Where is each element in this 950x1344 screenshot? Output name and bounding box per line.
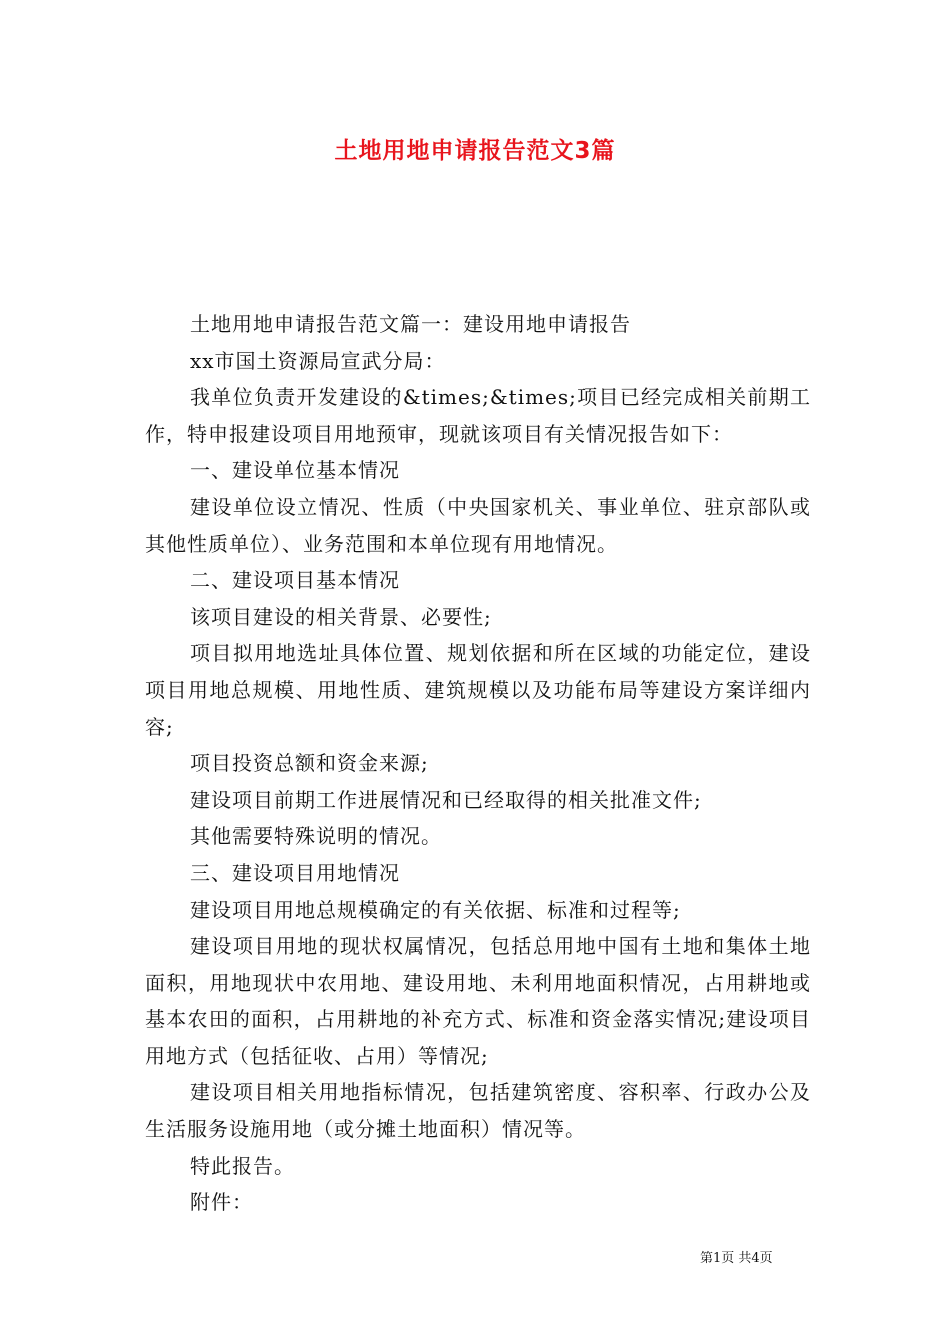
paragraph-other: 其他需要特殊说明的情况。 (190, 824, 442, 849)
section-heading-1: 一、建设单位基本情况 (190, 458, 400, 483)
paragraph-addressee: xx市国土资源局宣武分局： (190, 348, 446, 373)
paragraph-location: 项目拟用地选址具体位置、规划依据和所在区域的功能定位，建设项目用地总规模、用地性质、建筑规模以及功能布局等建设方案详细内容; (145, 641, 811, 739)
paragraph-intro: 我单位负责开发建设的&times;&times;项目已经完成相关前期工作，特申报建设项目用地预审，现就该项目有关情况报告如下： (145, 385, 811, 446)
page-number-footer: 第1页 共4页 (700, 1251, 773, 1266)
document-title: 土地用地申请报告范文3篇 (334, 138, 616, 164)
paragraph-closing: 特此报告。 (190, 1153, 295, 1178)
paragraph-ownership: 建设项目用地的现状权属情况，包括总用地中国有土地和集体土地面积，用地现状中农用地、建设用地、未利用地面积情况，占用耕地或基本农田的面积，占用耕地的补充方式、标准和资金落实情况;建设项目用地方式（包括征收、占用）等情况; (145, 934, 811, 1068)
section-heading-2: 二、建设项目基本情况 (190, 568, 400, 593)
document-body (145, 306, 811, 1221)
paragraph-attachment: 附件： (190, 1190, 253, 1215)
section-heading-3: 三、建设项目用地情况 (190, 860, 400, 885)
paragraph-background: 该项目建设的相关背景、必要性; (190, 604, 492, 629)
paragraph-unit-info: 建设单位设立情况、性质（中央国家机关、事业单位、驻京部队或其他性质单位）、业务范围和本单位现有用地情况。 (145, 494, 811, 556)
paragraph-indicators: 建设项目相关用地指标情况，包括建筑密度、容积率、行政办公及生活服务设施用地（或分摊土地面积）情况等。 (145, 1080, 811, 1142)
paragraph-scale-basis: 建设项目用地总规模确定的有关依据、标准和过程等; (190, 897, 681, 922)
paragraph-investment: 项目投资总额和资金来源; (190, 751, 429, 776)
paragraph-progress: 建设项目前期工作进展情况和已经取得的相关批准文件; (190, 787, 702, 812)
paragraph-heading-article-one: 土地用地申请报告范文篇一：建设用地申请报告 (190, 312, 631, 336)
